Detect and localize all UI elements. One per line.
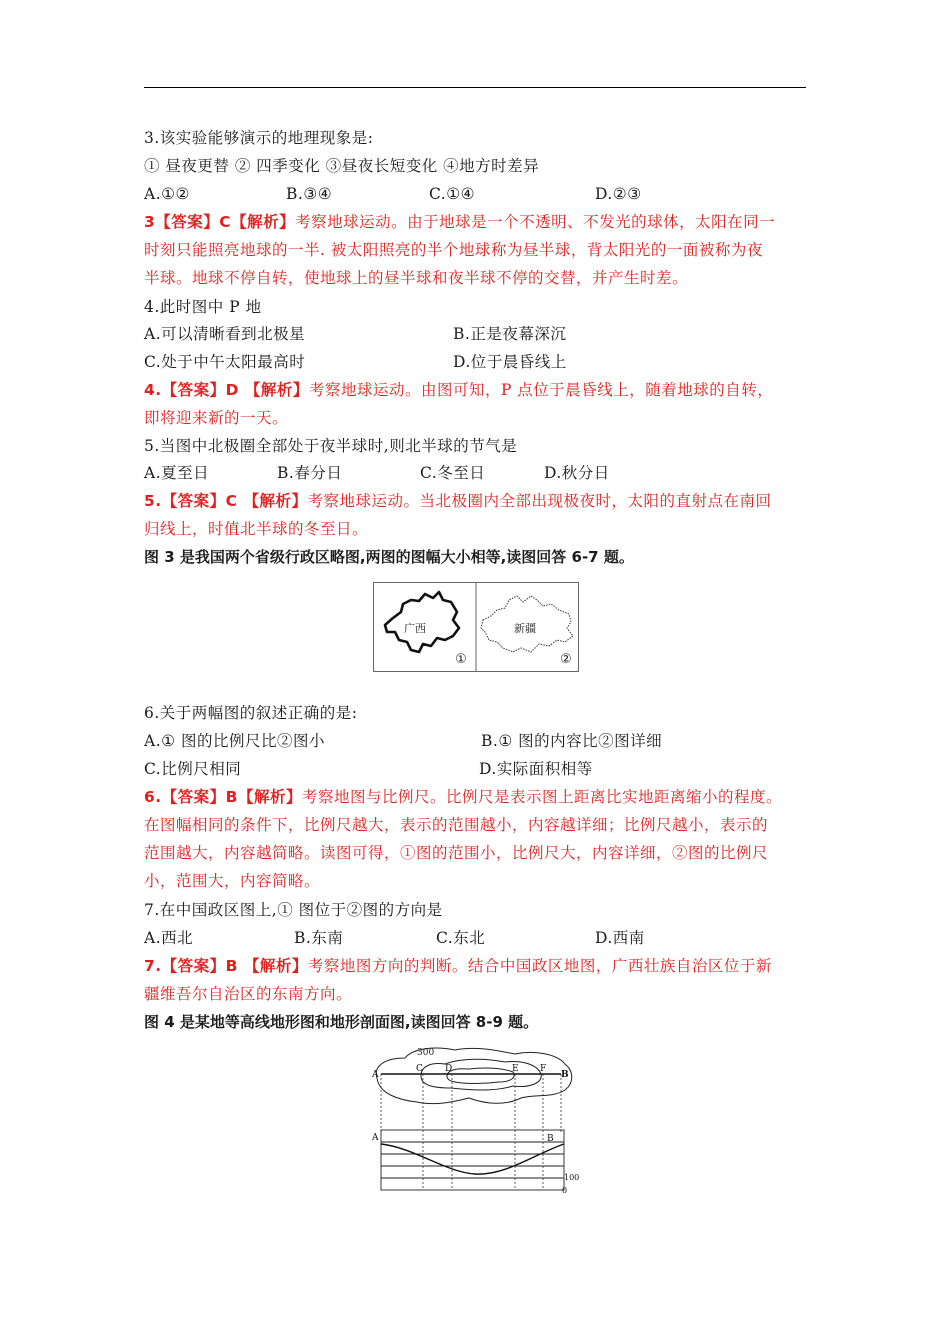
q6-answer-line-2: 在图幅相同的条件下，比例尺越大，表示的范围越小，内容越详细；比例尺越小，表示的 — [144, 816, 769, 834]
fig4-profile-b: B — [547, 1134, 554, 1144]
q7-option-b: B.东南 — [294, 929, 344, 947]
q7-answer-line-2: 疆维吾尔自治区的东南方向。 — [144, 985, 353, 1003]
q3-option-a: A.①② — [144, 185, 190, 203]
q5-answer-line-1: 5.【答案】C 【解析】考察地球运动。当北极圈内全部出现极夜时，太阳的直射点在南回 — [144, 492, 772, 510]
fig4-profile-curve — [381, 1144, 564, 1174]
q6-stem: 6.关于两幅图的叙述正确的是: — [144, 704, 358, 722]
fig3-xinjiang-label: 新疆 — [514, 622, 536, 635]
q4-answer-line-1: 4.【答案】D 【解析】考察地球运动。由图可知，P 点位于晨昏线上，随着地球的自转， — [144, 381, 774, 399]
q4-option-a: A.可以清晰看到北极星 — [144, 325, 306, 343]
q3-stem: 3.该实验能够演示的地理现象是: — [144, 129, 374, 147]
q7-stem: 7.在中国政区图上,① 图位于②图的方向是 — [144, 901, 443, 919]
q6-option-d: D.实际面积相等 — [479, 760, 593, 778]
q6-answer-label: 6.【答案】B【解析】 — [144, 788, 302, 806]
fig4-point-d: D — [445, 1064, 453, 1074]
fig3-num-2: ② — [560, 652, 572, 667]
fig4-point-e: E — [512, 1064, 519, 1074]
q3-answer-label: 3【答案】C【解析】 — [144, 213, 296, 231]
q3-answer-line-2: 时刻只能照亮地球的一半. 被太阳照亮的半个地球称为昼半球，背太阳光的一面被称为夜 — [144, 241, 763, 259]
q6-answer-line-1: 6.【答案】B【解析】考察地图与比例尺。比例尺是表示图上距离比实地距离缩小的程度。 — [144, 788, 783, 806]
fig4-contour-300: 300 — [417, 1048, 435, 1058]
fig4-outer-contour — [376, 1048, 572, 1104]
q7-answer-label: 7.【答案】B 【解析】 — [144, 957, 308, 975]
fig4-caption: 图 4 是某地等高线地形图和地形剖面图,读图回答 8-9 题。 — [144, 1013, 539, 1031]
fig4-point-b: B — [561, 1070, 569, 1080]
fig4-profile-grid — [381, 1130, 564, 1190]
q7-option-a: A.西北 — [144, 929, 194, 947]
fig3-num-1: ① — [455, 652, 467, 667]
q6-answer-line-3: 范围越大，内容越简略。读图可得，①图的范围小，比例尺大，内容详细，②图的比例尺 — [144, 844, 769, 862]
fig4-point-f: F — [540, 1064, 547, 1074]
q6-option-a: A.① 图的比例尺比②图小 — [144, 732, 325, 750]
fig4-axis-100: 100 — [564, 1173, 580, 1182]
q4-option-b: B.正是夜幕深沉 — [453, 325, 567, 343]
q6-option-c: C.比例尺相同 — [144, 760, 242, 778]
fig4-profile-a: A — [372, 1133, 379, 1143]
q3-option-d: D.②③ — [595, 185, 642, 203]
q5-option-a: A.夏至日 — [144, 464, 210, 482]
q3-answer-line-3: 半球。地球不停自转，使地球上的昼半球和夜半球不停的交替，并产生时差。 — [144, 269, 689, 287]
fig4-point-a: A — [372, 1070, 379, 1080]
fig3-caption: 图 3 是我国两个省级行政区略图,两图的图幅大小相等,读图回答 6-7 题。 — [144, 548, 634, 566]
fig3-province-maps — [373, 582, 579, 672]
fig3-guangxi-label: 广西 — [404, 622, 426, 635]
q7-option-d: D.西南 — [595, 929, 645, 947]
header-rule — [144, 87, 806, 88]
q6-option-b: B.① 图的内容比②图详细 — [481, 732, 663, 750]
q3-option-b: B.③④ — [286, 185, 333, 203]
q4-answer-line-2: 即将迎来新的一天。 — [144, 409, 289, 427]
q5-option-c: C.冬至日 — [420, 464, 486, 482]
q6-answer-line-4: 小，范围大，内容简略。 — [144, 872, 321, 890]
q3-answer-line-1: 3【答案】C【解析】考察地球运动。由于地球是一个不透明、不发光的球体，太阳在同一 — [144, 213, 776, 231]
fig4-inner-contour — [447, 1068, 514, 1084]
q5-option-b: B.春分日 — [277, 464, 343, 482]
q5-stem: 5.当图中北极圈全部处于夜半球时,则北半球的节气是 — [144, 437, 518, 455]
q4-answer-label: 4.【答案】D 【解析】 — [144, 381, 309, 399]
fig4-point-c: C — [416, 1064, 423, 1074]
q4-stem: 4.此时图中 P 地 — [144, 298, 262, 316]
q3-phenomena: ① 昼夜更替 ② 四季变化 ③昼夜长短变化 ④地方时差异 — [144, 157, 540, 175]
q4-option-c: C.处于中午太阳最高时 — [144, 353, 306, 371]
q5-option-d: D.秋分日 — [544, 464, 610, 482]
q7-option-c: C.东北 — [436, 929, 486, 947]
q7-answer-line-1: 7.【答案】B 【解析】考察地图方向的判断。结合中国政区地图，广西壮族自治区位于新 — [144, 957, 772, 975]
q3-option-c: C.①④ — [429, 185, 476, 203]
fig4-contour-profile — [365, 1044, 585, 1194]
q5-answer-line-2: 归线上，时值北半球的冬至日。 — [144, 520, 369, 538]
fig4-axis-0: 0 — [562, 1186, 568, 1194]
q4-option-d: D.位于晨昏线上 — [453, 353, 567, 371]
fig4-projection-lines — [381, 1074, 561, 1189]
q5-answer-label: 5.【答案】C 【解析】 — [144, 492, 308, 510]
